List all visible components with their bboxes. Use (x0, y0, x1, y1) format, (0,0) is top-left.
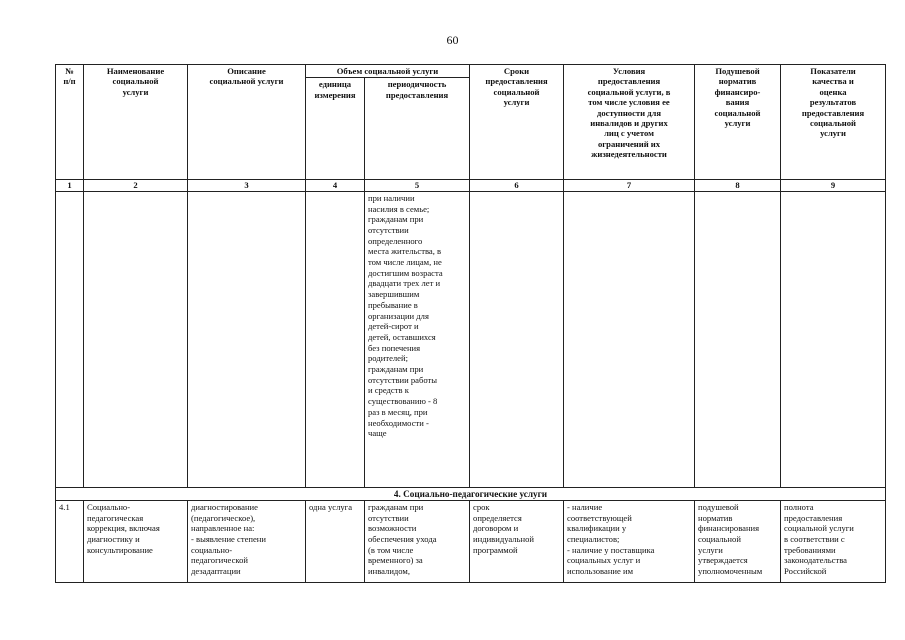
column-number: 7 (564, 180, 695, 191)
column-number: 2 (84, 180, 188, 191)
row-number: 4.1 (56, 500, 84, 582)
header-service-terms: Сроки предоставления социальной услуги (470, 65, 564, 180)
section-title: 4. Социально-педагогические услуги (56, 487, 886, 500)
header-service-volume: Объем социальной услуги (306, 65, 470, 78)
header-periodicity: периодичность предоставления (365, 78, 470, 180)
column-numbers-row (56, 180, 886, 191)
social-services-table (55, 64, 886, 583)
column-number: 1 (56, 180, 84, 191)
empty-cell (306, 191, 365, 487)
column-number: 9 (781, 180, 886, 191)
empty-cell (84, 191, 188, 487)
header-financing-norm: Подушевой норматив финансиро- вания социальной услуги (695, 65, 781, 180)
header-num: № п/п (56, 65, 84, 180)
table-row (56, 500, 886, 582)
continuation-row (56, 191, 886, 487)
empty-cell (56, 191, 84, 487)
service-description: диагностирование (педагогическое), направленное на: - выявление степени социально- педагогической дезадаптации (188, 500, 306, 582)
column-number: 4 (306, 180, 365, 191)
periodicity-continuation: при наличии насилия в семье; гражданам при отсутствии определенного места жительства, в том числе лицам, не достигшим возраста двадцати трех лет и завершившим пребывание в организации для детей-сирот и детей, оставшихся без попечения родителей; гражданам при отсутствии работы и средств к существованию - 8 раз в месяц, при необходимости - чаще (365, 191, 470, 487)
service-terms: срок определяется договором и индивидуальной программой (470, 500, 564, 582)
header-unit: единица измерения (306, 78, 365, 180)
empty-cell (564, 191, 695, 487)
service-name: Социально- педагогическая коррекция, включая диагностику и консультирование (84, 500, 188, 582)
empty-cell (781, 191, 886, 487)
header-service-name: Наименование социальной услуги (84, 65, 188, 180)
column-number: 8 (695, 180, 781, 191)
service-conditions: - наличие соответствующей квалификации у специалистов; - наличие у поставщика социальных услуг и использование им (564, 500, 695, 582)
column-number: 6 (470, 180, 564, 191)
empty-cell (188, 191, 306, 487)
empty-cell (470, 191, 564, 487)
quality-indicators: полнота предоставления социальной услуги в соответствии с требованиями законодательства Российской (781, 500, 886, 582)
page-number: 60 (446, 33, 459, 47)
financing-norm: подушевой норматив финансирования социальной услуги утверждается уполномоченным (695, 500, 781, 582)
column-number: 3 (188, 180, 306, 191)
header-quality-indicators: Показатели качества и оценка результатов предоставления социальной услуги (781, 65, 886, 180)
section-row (56, 487, 886, 500)
service-unit: одна услуга (306, 500, 365, 582)
empty-cell (695, 191, 781, 487)
column-number: 5 (365, 180, 470, 191)
header-service-conditions: Условия предоставления социальной услуги, в том числе условия ее доступности для инвалидов и других лиц с учетом ограничений их жизнедеятельности (564, 65, 695, 180)
service-periodicity: гражданам при отсутствии возможности обеспечения ухода (в том числе временного) за инвалидом, (365, 500, 470, 582)
header-service-description: Описание социальной услуги (188, 65, 306, 180)
